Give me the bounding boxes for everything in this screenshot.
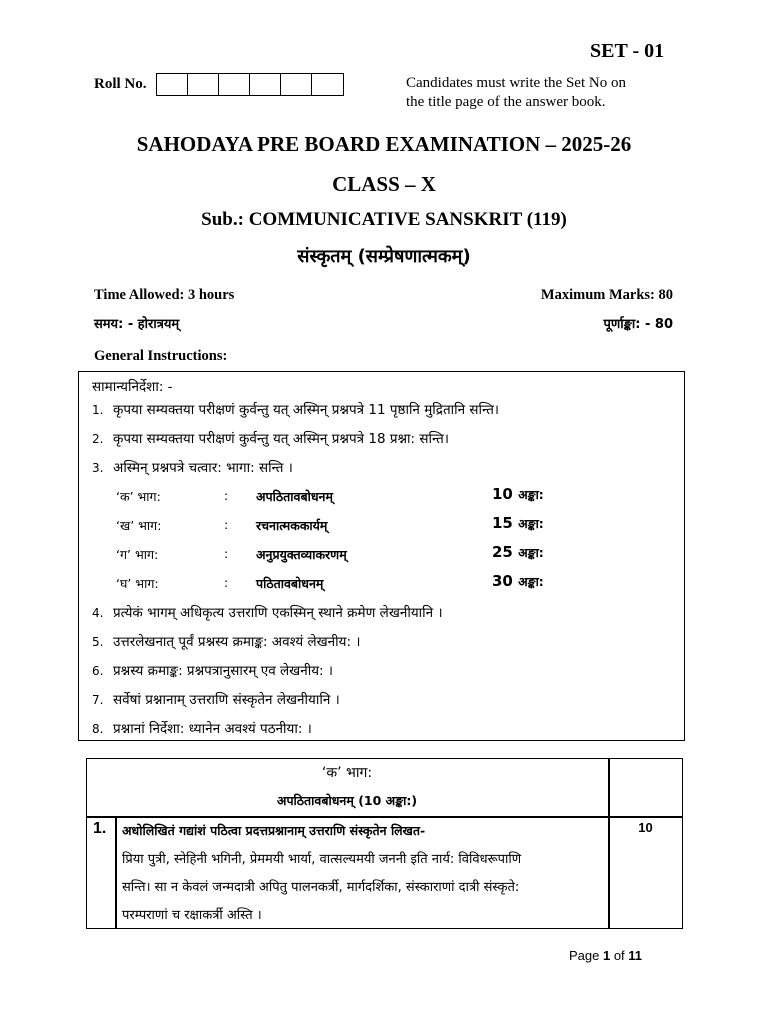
candidate-note [406,74,706,112]
instructions-box [78,371,685,741]
instruction-item: 2. कृपया सम्यक्तया परीक्षणं कुर्वन्तु यत् अस्मिन् प्रश्नपत्रे 18 प्रश्ना: सन्ति। [92,431,449,447]
candidate-note-line: the title page of the answer book. [406,94,606,110]
part-colon: : [224,546,229,561]
part-label: ‘घ’ भाग: [116,576,159,591]
part-label: ‘ग’ भाग: [116,547,159,562]
roll-number-boxes [156,73,344,96]
subject-title: Sub.: COMMUNICATIVE SANSKRIT (119) [201,209,567,230]
roll-number-box [219,74,250,95]
part-marks: 10 अङ्का: [492,485,544,503]
part-colon: : [224,517,229,532]
roll-number-box [250,74,281,95]
instruction-item: 5. उत्तरलेखनात् पूर्वं प्रश्नस्य क्रमाङ्क: अवश्यं लेखनीय: । [92,634,361,650]
instruction-item: 7. सर्वेषां प्रश्नानाम् उत्तराणि संस्कृतेन लेखनीयानि । [92,692,340,708]
passage-line: प्रिया पुत्री, स्नेहिनी भगिनी, प्रेममयी भार्या, वात्सल्यमयी जननी इति नार्य: विविधरूपाणि [122,852,522,867]
roll-number-label: Roll No. [94,76,147,92]
passage-line: सन्ति। सा न केवलं जन्मदात्री अपितु पालनकर्त्री, मार्गदर्शिका, संस्काराणां दात्री संस्कृते: [122,880,520,895]
general-instructions-heading: General Instructions: [94,348,228,364]
roll-number-box [188,74,219,95]
time-sanskrit: समय: - होरात्रयम् [94,317,180,332]
question-table [86,758,683,929]
exam-title: SAHODAYA PRE BOARD EXAMINATION – 2025-26 [136,132,632,156]
passage-line: परम्पराणां च रक्षाकर्त्री अस्ति । [122,908,262,923]
part-name: अपठितावबोधनम् [256,489,333,504]
candidate-note-line: Candidates must write the Set No on [406,75,626,91]
part-label: ‘क’ भाग: [116,489,161,504]
instruction-item: 3. अस्मिन् प्रश्नपत्रे चत्वार: भागा: सन्ति । [92,460,293,476]
part-marks: 25 अङ्का: [492,543,544,561]
part-colon: : [224,575,229,590]
part-name: पठितावबोधनम् [256,576,324,591]
page-number: Page 1 of 11 [569,948,643,963]
part-label: ‘ख’ भाग: [116,518,162,533]
instruction-item: 1. कृपया सम्यक्तया परीक्षणं कुर्वन्तु यत् अस्मिन् प्रश्नपत्रे 11 पृष्ठानि मुद्रितानि सन्ति। [92,402,500,418]
table-divider [608,758,610,929]
class-title: CLASS – X [332,172,436,196]
maximum-marks: Maximum Marks: 80 [540,287,673,303]
part-marks: 15 अङ्का: [492,514,544,532]
instruction-item: 6. प्रश्नस्य क्रमाङ्क: प्रश्नपत्रानुसारम् एव लेखनीय: । [92,663,333,679]
table-divider [86,816,683,818]
roll-number-box [312,74,343,95]
section-subtitle: अपठितावबोधनम् (10 अङ्का:) [276,793,418,808]
part-name: रचनात्मककार्यम् [256,518,328,533]
part-marks: 30 अङ्का: [492,572,544,590]
part-colon: : [224,488,229,503]
section-title: ‘क’ भाग: [321,765,373,781]
roll-number-box [157,74,188,95]
marks-sanskrit: पूर्णाङ्का: - 80 [603,317,673,332]
roll-number-box [281,74,312,95]
set-number: SET - 01 [590,40,665,62]
instructions-heading: सामान्यनिर्देशा: - [92,379,173,395]
question-marks: 10 [638,820,653,835]
subject-sanskrit-title: संस्कृतम् (सम्प्रेषणात्मकम्) [297,246,471,267]
part-name: अनुप्रयुक्तव्याकरणम् [256,547,347,562]
instruction-item: 8. प्रश्नानां निर्देशा: ध्यानेन अवश्यं पठनीया: । [92,721,312,737]
question-number: 1. [93,820,107,837]
instruction-item: 4. प्रत्येकं भागम् अधिकृत्य उत्तराणि एकस्मिन् स्थाने क्रमेण लेखनीयानि । [92,605,443,621]
table-divider [115,818,117,929]
time-allowed: Time Allowed: 3 hours [94,287,235,303]
question-heading: अधोलिखितं गद्यांशं पठित्वा प्रदत्तप्रश्नानाम् उत्तराणि संस्कृतेन लिखत- [122,823,426,838]
